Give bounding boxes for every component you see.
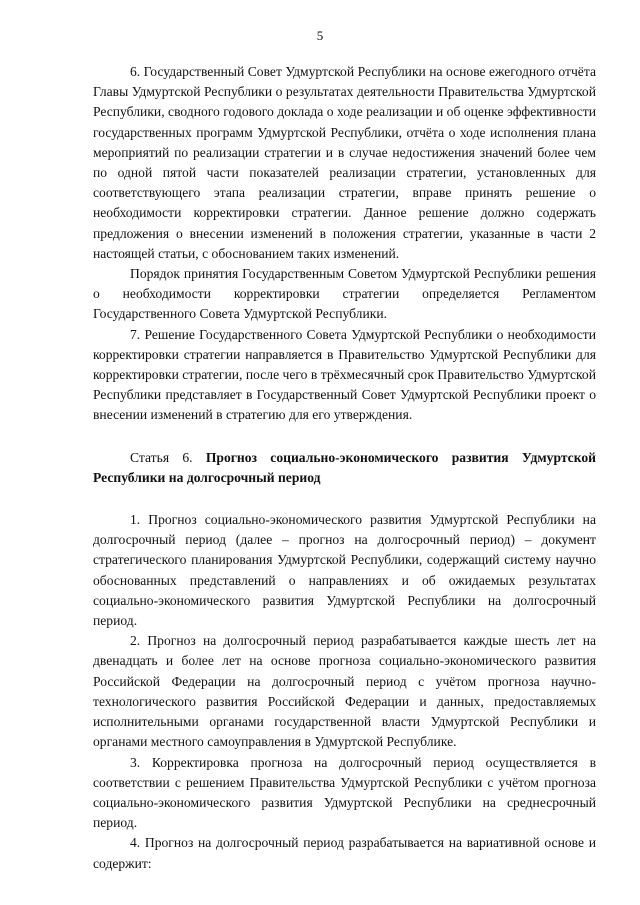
article-title: Прогноз социально-экономического развития Удмуртской Республики на долгосрочный период bbox=[93, 449, 597, 485]
document-body bbox=[93, 62, 596, 874]
page-number: 5 bbox=[316, 28, 324, 43]
paragraph-part-7: 7. Решение Государственного Совета Удмуртской Республики о необходимости корректировки стратегии направляется в Правительство Удмуртской Республики для корректировки стратегии, после чего в трёхмесячный срок Правительство Удмуртской Республики представляет в Государственный Совет Удмуртской Республики проект о внесении изменений в стратегию для его утверждения. bbox=[93, 326, 596, 423]
paragraph-article6-part-2: 2. Прогноз на долгосрочный период разрабатывается каждые шесть лет на двенадцать и более лет на основе прогноза социально-экономического развития Российской Федерации на долгосрочный период с учётом прогноза научно-технологического развития Российской Федерации и данных, предоставляемых исполнительными органами государственной власти Удмуртской Республики и органами местного самоуправления в Удмуртской Республике. bbox=[93, 633, 596, 750]
paragraph-article6-part-1: 1. Прогноз социально-экономического развития Удмуртской Республики на долгосрочный период (далее – прогноз на долгосрочный период) – документ стратегического планирования Удмуртской Республики, содержащий систему научно обоснованных представлений о направлениях и об ожидаемых результатах социально-экономического развития Удмуртской Республики на долгосрочный период. bbox=[93, 512, 596, 629]
paragraph-procedure: Порядок принятия Государственным Советом Удмуртской Республики решения о необходимости корректировки стратегии определяется Регламентом Государственного Совета Удмуртской Республики. bbox=[93, 266, 596, 322]
article-heading bbox=[93, 448, 596, 488]
article-prefix: Статья 6. bbox=[130, 449, 206, 465]
paragraph-part-6: 6. Государственный Совет Удмуртской Республики на основе ежегодного отчёта Главы Удмуртской Республики о результатах деятельности Правительства Удмуртской Республики, сводного годового доклада о ходе реализации и об оценке эффективности государственных программ Удмуртской Республики, отчёта о ходе исполнения плана мероприятий по реализации стратегии и в случае недостижения значений более чем по одной пятой части показателей реализации стратегии, установленных для соответствующего этапа реализации стратегии, вправе принять решение о необходимости корректировки стратегии. Данное решение должно содержать предложения о внесении изменений в положения стратегии, указанные в части 2 настоящей статьи, с обоснованием таких изменений. bbox=[93, 64, 596, 261]
paragraph-article6-part-4: 4. Прогноз на долгосрочный период разрабатывается на вариативной основе и содержит: bbox=[93, 835, 596, 871]
paragraph-article6-part-3: 3. Корректировка прогноза на долгосрочный период осуществляется в соответствии с решением Правительства Удмуртской Республики с учётом прогноза социально-экономического развития Удмуртской Республики на среднесрочный период. bbox=[93, 754, 596, 831]
